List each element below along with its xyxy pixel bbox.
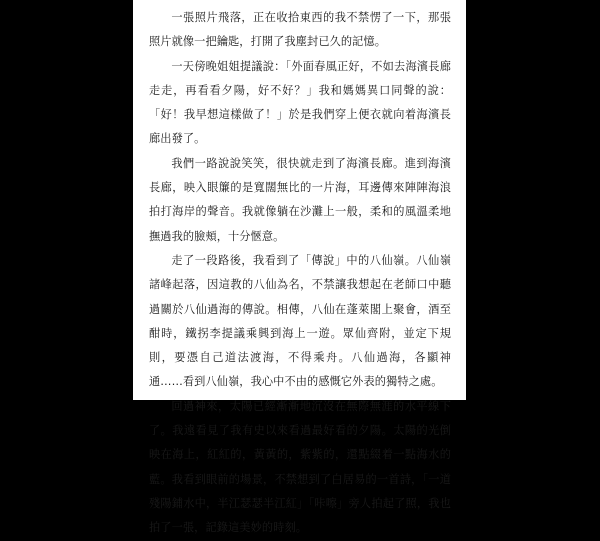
paragraph-3: 我們一路說說笑笑，很快就走到了海濱長廊。進到海濱長廊，映入眼簾的是寬闊無比的一片海，耳邊傳來陣陣海浪拍打海岸的聲音。我就像躺在沙灘上一般，柔和的風溫柔地撫過我的臉頰，十分愜意。 xyxy=(149,156,451,243)
paragraph-2: 一天傍晚姐姐提議說：「外面春風正好，不如去海濱長廊走走，再看看夕陽，好不好？」我和媽媽異口同聲的說：「好！我早想這樣做了！」於是我們穿上便衣就向着海濱長廊出發了。 xyxy=(149,59,451,146)
essay-body xyxy=(149,6,451,541)
paragraph-5: 回過神來，太陽已經漸漸地沉沒在無際無涯的水平線下了。我遠看見了我有史以來看過最好看的夕陽。太陽的光倒映在海上，紅紅的，黃黃的，紫紫的，還點綴着一點海水的藍。我看到眼前的場景，不禁想到了白居易的一首詩，「一道殘陽鋪水中，半江瑟瑟半江紅」「咔嚓」旁人拍起了照，我也拍了一張，記錄這美妙的時刻。 xyxy=(149,399,451,535)
document-page xyxy=(133,0,466,535)
paragraph-1: 一張照片飛落，正在收拾東西的我不禁愣了一下，那張照片就像一把鑰匙，打開了我塵封已久的記憶。 xyxy=(149,11,451,49)
paragraph-4: 走了一段路後，我看到了「傳說」中的八仙嶺。八仙嶺諸峰起落，因這教的八仙為名，不禁讓我想起在老師口中聽過關於八仙過海的傳說。相傳，八仙在蓬萊閣上聚會，酒至酣時，鐵拐李提議乘興到海上一遊。眾仙齊附，並定下規則，要憑自己道法渡海，不得乘舟。八仙過海，各顯神通……看到八仙嶺，我心中不由的感慨它外表的獨特之處。 xyxy=(149,253,451,389)
